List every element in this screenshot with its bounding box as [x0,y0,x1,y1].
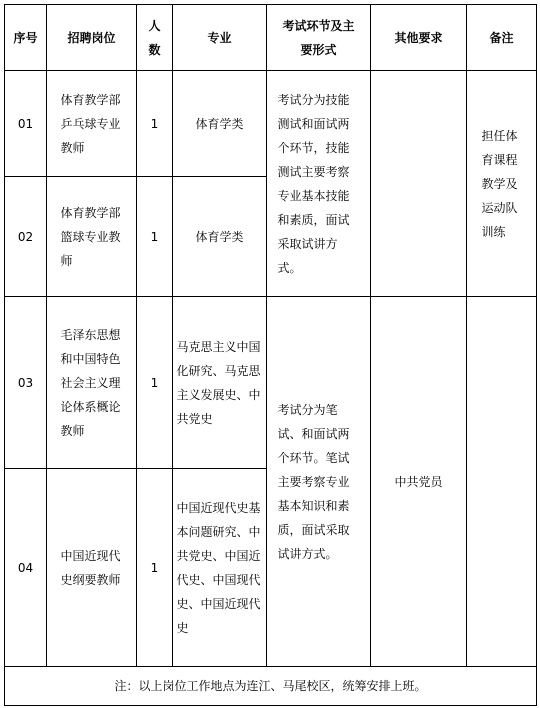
header-note: 备注 [467,5,537,71]
row-seq: 04 [5,469,47,667]
header-major: 专业 [173,5,267,71]
pol-exam-text: 考试分为笔试、和面试两个环节。笔试主要考察专业基本知识和素质，面试采取试讲方式。 [277,402,350,561]
header-post: 招聘岗位 [47,5,137,71]
row-post [47,469,137,667]
row-post-text: 体育教学部乒乓球专业教师 [60,92,121,155]
pe-exam-cell [267,71,371,297]
row-major-text: 中国近现代史基本问题研究、中共党史、中国近代史、中国现代史、中国近现代史 [176,500,261,635]
header-seq: 序号 [5,5,47,71]
row-seq: 03 [5,297,47,469]
row-post [47,297,137,469]
pol-other-cell: 中共党员 [371,297,467,667]
pe-other-cell [371,71,467,297]
row-major: 体育学类 [173,177,267,297]
row-seq: 01 [5,71,47,177]
row-major [173,297,267,469]
footnote: 注：以上岗位工作地点为连江、马尾校区，统筹安排上班。 [5,667,537,706]
row-count: 1 [137,297,173,469]
recruitment-table [4,4,537,706]
header-count-text: 人数 [148,18,161,57]
pol-exam-cell [267,297,371,667]
table-row [5,71,537,177]
header-other: 其他要求 [371,5,467,71]
row-count: 1 [137,71,173,177]
row-count: 1 [137,177,173,297]
pe-exam-text: 考试分为技能测试和面试两个环节，技能测试主要考察专业基本技能和素质，面试采取试讲方式。 [277,92,350,275]
row-count: 1 [137,469,173,667]
row-post [47,177,137,297]
row-post [47,71,137,177]
header-exam [267,5,371,71]
row-post-text: 毛泽东思想和中国特色社会主义理论体系概论教师 [60,327,121,438]
row-major-text: 马克思主义中国化研究、马克思主义发展史、中共党史 [176,339,261,426]
row-major: 体育学类 [173,71,267,177]
pe-note-cell [467,71,537,297]
row-post-text: 体育教学部篮球专业教师 [60,205,121,268]
table-row [5,297,537,469]
header-count [137,5,173,71]
pe-note-text: 担任体育课程教学及运动队训练 [481,128,518,239]
row-major [173,469,267,667]
footnote-row [5,667,537,706]
header-exam-text: 考试环节及主要形式 [282,18,355,57]
row-post-text: 中国近现代史纲要教师 [60,548,121,587]
row-seq: 02 [5,177,47,297]
pol-note-cell [467,297,537,667]
header-row [5,5,537,71]
